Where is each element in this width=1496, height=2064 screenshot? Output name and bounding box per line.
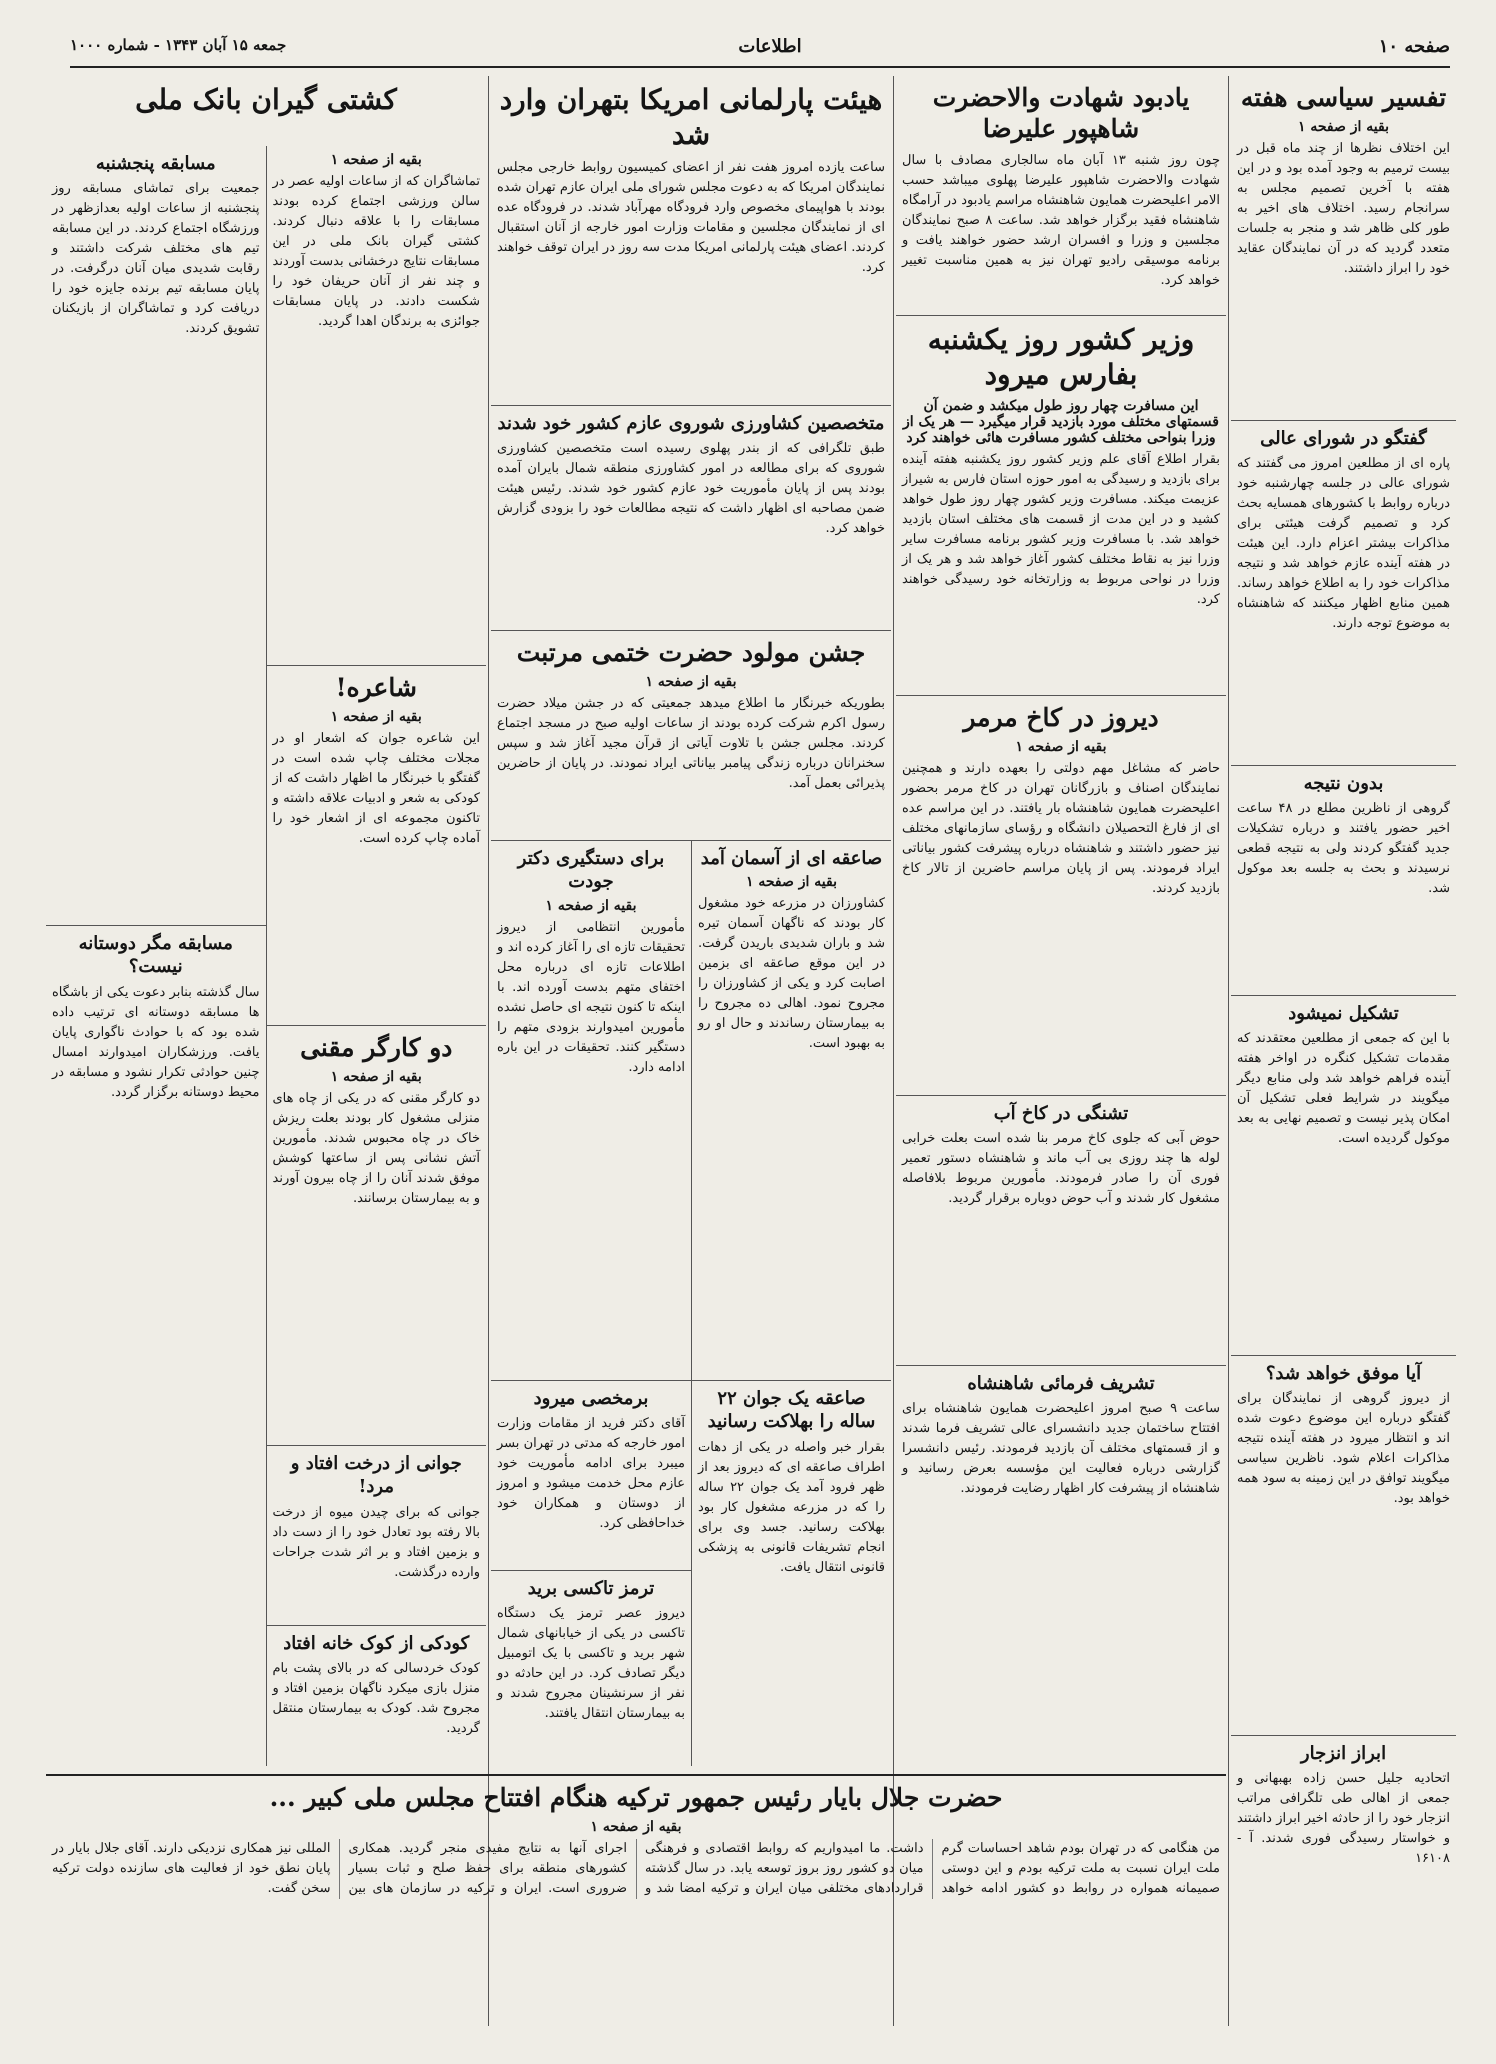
headline: حضرت جلال بایار رئیس جمهور ترکیه هنگام افتتاح مجلس ملی کبیر ...	[269, 1783, 1003, 1812]
article-taxi-brake	[491, 1571, 691, 1766]
article-body: گروهی از ناظرین مطلع در ۴۸ ساعت اخیر حضور یافتند و درباره تشکیلات جدید گفتگو کردند ولی به نتیجه قطعی نرسیدند و بحث به جلسه بعد موکول شد.	[1237, 801, 1450, 897]
page-number: صفحه ۱۰	[1378, 36, 1450, 57]
article-well-workers	[267, 1026, 487, 1446]
article-body: بقرار خبر واصله در یکی از دهات اطراف صاعقه ای که دیروز بعد از ظهر فرود آمد یک جوان ۲۲ ساله را که در مزرعه مشغول کار بود بهلاکت رسانید. جسد وی برای انجام تشریفات قانونی به پزشکی قانونی انتقال یافت.	[698, 1439, 885, 1575]
headline: برای دستگیری دکتر جودت	[517, 848, 665, 893]
headline: وزیر کشور روز یکشنبه بفارس میرود	[927, 323, 1195, 391]
headline: مسابقه مگر دوستانه نیست؟	[78, 933, 233, 978]
article-body: بقرار اطلاع آقای علم وزیر کشور روز یکشنبه هفته آینده برای بازدید و رسیدگی به امور حوزه استان فارس به شیراز عزیمت میکند. مسافرت وزیر کشور چهار روز طول خواهد کشید و در این مدت از قسمت های مختلف استان بازدید خواهد شد. با مسافرت وزیر کشور برنامه مسافرت سایر وزرا نیز به نقاط مختلف کشور آغاز خواهد شد و هر یک از وزرا در نواحی مربوط به وزارتخانه خود رسیدگی خواهند کرد.	[902, 452, 1220, 607]
continued-note: بقیه از صفحه ۱	[330, 709, 422, 726]
column-news-2	[491, 76, 891, 1766]
article-disgust	[1231, 1736, 1456, 2016]
headline: دیروز در کاخ مرمر	[963, 703, 1159, 732]
article-body: ساعت یازده امروز هفت نفر از اعضای کمیسیون روابط خارجی مجلس نمایندگان امریکا که به دعوت مجلس شورای ملی ایران عازم تهران شده بودند با هواپیمای مخصوص وارد فرودگاه مهرآباد شدند. در فرودگاه عده ای از نمایندگان مجلسین و مقامات وزارت امور خارجه از آنان استقبال کردند. اعضای هیئت پارلمانی امریکا مدت سه روز در ایران توقف خواهند کرد.	[496, 160, 885, 275]
article-celal-bayar	[46, 1774, 1226, 2028]
article-body: من هنگامی که در تهران بودم شاهد احساسات گرم ملت ایران نسبت به ملت ترکیه بودم و این دوستی صمیمانه همواره در روابط دو کشور ادامه خواهد داشت. ما امیدواریم که روابط اقتصادی و فرهنگی میان دو کشور روز بروز توسعه یابد. در سال گذشته قراردادهای مختلفی میان ایران و ترکیه امضا شد و اجرای آنها به نتایج مفیدی منجر گردید. همکاری کشورهای منطقه برای حفظ صلح و ثبات بسیار ضروری است. ایران و ترکیه در سازمان های بین المللی نیز همکاری نزدیکی دارند. آقای جلال بایار در پایان نطق خود از فعالیت های سازنده دولت ترکیه سخن گفت.	[52, 1841, 1220, 1897]
article-fell-from-tree	[267, 1446, 487, 1626]
headline: تشریف فرمائی شاهنشاه	[967, 1373, 1155, 1394]
article-body: پاره ای از مطلعین امروز می گفتند که شورای عالی در جلسه چهارشنبه خود درباره روابط با کشورهای همسایه بحث کرد و تصمیم گرفت هیئتی برای مذاکرات بیشتر اعزام دارد. این هیئت در هفته آینده عازم خواهد شد و نتیجه مذاکرات خود را به اطلاع خواهد رساند. همین منابع اظهار میکنند که شاهنشاه به موضوع توجه دارند.	[1237, 456, 1450, 632]
continued-note: بقیه از صفحه ۱	[590, 1819, 682, 1836]
article-celal-bayar-inner	[46, 1776, 1226, 2028]
continued-note: بقیه از صفحه ۱	[330, 152, 422, 168]
continued-note: بقیه از صفحه ۱	[745, 874, 838, 891]
headline: هیئت پارلمانی امریکا بتهران وارد شد	[499, 83, 883, 151]
article-body: دو کارگر مقنی که در یکی از چاه های منزلی مشغول کار بودند بعلت ریزش خاک در چاه محبوس شدند. مأمورین آتش نشانی پس از ساعتها کوشش موفق شدند آنان را از چاه بیرون آورند و به بیمارستان برسانند.	[272, 1091, 480, 1207]
headline: دو کارگر مقنی	[300, 1033, 453, 1062]
article-will-succeed	[1231, 1356, 1456, 1736]
split-row	[491, 1381, 891, 1766]
column-rule	[1228, 76, 1229, 2026]
article-body: ساعت ۹ صبح امروز اعلیحضرت همایون شاهنشاه برای افتتاح ساختمان جدید دانشسرای عالی تشریف فرما شدند و از قسمتهای مختلف آن بازدید فرمودند. رئیس دانشسرا گزارشی درباره فعالیت این مؤسسه بعرض رسانید و شاهنشاه از پیشرفت کار اظهار رضایت فرمودند.	[902, 1401, 1220, 1497]
article-soviet-experts	[491, 406, 891, 631]
column-rule	[893, 76, 894, 2026]
article-no-result	[1231, 766, 1456, 996]
sub-column-b	[46, 146, 266, 1766]
article-body: از دیروز گروهی از نمایندگان برای گفتگو درباره این موضوع دعوت شده اند و انتظار میرود در هفته آینده نتیجه مذاکرات اعلام شود. ناظرین سیاسی میگویند توافق در این زمینه به سود همه خواهد بود.	[1237, 1391, 1450, 1507]
page-header	[70, 32, 1450, 68]
split-row	[491, 841, 891, 1381]
headline: برمخصی میرود	[533, 1388, 649, 1409]
article-not-formed	[1231, 996, 1456, 1356]
article-body: اتحادیه جلیل حسن زاده بهبهانی و جمعی از اهالی طی تلگرافی مراتب انزجار خود را از حادثه اخیر ابراز داشتند و خواستار رسیدگی فوری شدند. آ - ۱۶۱۰۸	[1237, 1771, 1450, 1867]
article-lightning-sky	[691, 841, 891, 1381]
article-body: بطوریکه خبرنگار ما اطلاع میدهد جمعیتی که در جشن میلاد حضرت رسول اکرم شرکت کرده بودند از ساعات اولیه صبح در مسجد اجتماع کردند. مجلس جشن با تلاوت آیاتی از قرآن مجید آغاز شد و سپس سخنرانان درباره زندگی پیامبر بیاناتی ایراد نمودند. در پایان از حاضرین پذیرائی بعمل آمد.	[497, 696, 885, 792]
headline: کودکی از کوک خانه افتاد	[283, 1633, 470, 1654]
split-columns	[46, 146, 486, 1766]
article-us-delegation	[491, 76, 891, 406]
article-body: کشاورزان در مزرعه خود مشغول کار بودند که ناگهان آسمان تیره شد و باران شدیدی باریدن گرفت. در این موقع صاعقه ای بزمین اصابت کرد و یکی از کشاورزان را مجروح نمود. اهالی ده مجروح را به بیمارستان رساندند و حال او رو به بهبود است.	[698, 896, 885, 1052]
article-alireza-memorial	[896, 76, 1226, 316]
article-prophet-birthday	[491, 631, 891, 841]
column-sports	[46, 76, 486, 1766]
article-body: تماشاگران که از ساعات اولیه عصر در سالن ورزشی اجتماع کرده بودند مسابقات را با علاقه دنبال کردند. کشتی گیران بانک ملی در این مسابقات نتایج درخشانی بدست آوردند و چند نفر از آنان حریفان خود را شکست دادند. در پایان مسابقات جوائزی به برندگان اهدا گردید.	[272, 174, 480, 329]
column-news-1	[896, 76, 1226, 1766]
headline: تفسیر سیاسی هفته	[1240, 83, 1447, 112]
sub-column-a	[266, 146, 487, 1766]
article-body: جوانی که برای چیدن میوه از درخت بالا رفته بود تعادل خود را از دست داد و بزمین افتاد و بر اثر شدت جراحات وارده درگذشت.	[272, 1504, 480, 1580]
headline: بدون نتیجه	[1303, 773, 1384, 794]
article-body: آقای دکتر فرید از مقامات وزارت امور خارجه که مدتی در تهران بسر میبرد برای ادامه مأموریت خود عازم محل خدمت میشود و امروز از دوستان و همکاران خود خداحافظی کرد.	[497, 1416, 685, 1532]
column-rule	[488, 76, 489, 2026]
headline: ابراز انزجار	[1300, 1743, 1387, 1764]
headline: گفتگو در شورای عالی	[1260, 428, 1427, 449]
article-body: چون روز شنبه ۱۳ آبان ماه سالجاری مصادف با سال شهادت والاحضرت شاهپور علیرضا پهلوی میباشد حسب الامر اعلیحضرت همایون شاهنشاه مراسم یادبود در آرامگاه شاهنشاه فقید برگزار خواهد شد. ساعت ۸ صبح نمایندگان مجلسین و وزرا و افسران ارشد حضور خواهند یافت و برنامه موسیقی رادیو تهران نیز به همین مناسبت تغییر خواهد کرد.	[902, 152, 1220, 288]
article-thursday-match	[46, 146, 266, 926]
continued-note: بقیه از صفحه ۱	[1297, 119, 1390, 136]
article-friendly-match	[46, 926, 266, 1766]
headline: جشن مولود حضرت ختمی مرتبت	[516, 638, 866, 667]
article-body: با این که جمعی از مطلعین معتقدند که مقدمات تشکیل کنگره در اواخر هفته آینده فراهم خواهد شد ولی منابع دیگر میگویند در شرایط فعلی تشکیل آن امکان پذیر نیست و تصمیم نهایی به بعد موکول گردیده است.	[1237, 1031, 1450, 1147]
article-shah-visit	[896, 1366, 1226, 1756]
article-lightning-youth	[691, 1381, 891, 1766]
article-body: این شاعره جوان که اشعار او در مجلات مختلف چاپ شده است در گفتگو با خبرنگار ما اظهار داشت که از کودکی به شعر و ادبیات علاقه داشته و تاکنون مجموعه ای از اشعار خود را آماده چاپ کرده است.	[272, 731, 480, 847]
headline-bank-wrestlers	[46, 76, 486, 146]
article-body: حاضر که مشاغل مهم دولتی را بعهده دارند و همچنین نمایندگان اصناف و بازرگانان تهران در کاخ مرمر بحضور اعلیحضرت همایون شاهنشاه بار یافتند. در این مراسم عده ای از فارغ التحصیلان دانشگاه و رؤسای سازمانهای مختلف نیز حضور داشتند و شاهنشاه درباره پیشرفت کشور بیاناتی ایراد فرمودند. پس از پایان مراسم حاضرین از تالار کاخ بازدید کردند.	[902, 761, 1220, 897]
continued-note: بقیه از صفحه ۱	[545, 897, 637, 914]
headline: صاعقه ای از آسمان آمد	[700, 848, 883, 869]
article-body: دیروز عصر ترمز یک دستگاه تاکسی در یکی از خیابانهای شمال شهر برید و تاکسی با یک اتومبیل دیگر تصادف کرد. در این حادثه دو نفر از سرنشینان مجروح شدند و به بیمارستان انتقال یافتند.	[497, 1606, 685, 1722]
headline: متخصصین کشاورزی شوروی عازم کشور خود شدند	[497, 413, 885, 434]
article-body: مأمورین انتظامی از دیروز تحقیقات تازه ای را آغاز کرده اند و اطلاعات تازه ای درباره محل اختفای متهم بدست آورده اند. با اینکه تا کنون نتیجه ای حاصل نشده مأمورین امیدوارند بزودی متهم را دستگیر کنند. تحقیقات در این باره ادامه دارد.	[497, 919, 685, 1075]
article-political-review	[1231, 76, 1456, 421]
article-supreme-council	[1231, 421, 1456, 766]
continued-note: بقیه از صفحه ۱	[645, 674, 737, 691]
column-commentary	[1231, 76, 1456, 2026]
headline: آیا موفق خواهد شد؟	[1265, 1363, 1422, 1384]
article-body: کودک خردسالی که در بالای پشت بام منزل بازی میکرد ناگهان بزمین افتاد و مجروح شد. کودک به بیمارستان منتقل گردید.	[272, 1661, 480, 1737]
headline: جوانی از درخت افتاد و مرد!	[290, 1453, 462, 1498]
article-body: طبق تلگرافی که از بندر پهلوی رسیده است متخصصین کشاورزی شوروی که برای مطالعه در امور کشاورزی منطقه شمال بایران آمده بودند پس از پایان مأموریت خود عازم کشور خود شدند. رئیس هیئت ضمن مصاحبه ای اظهار داشت که نتیجه مطالعات خود را بزودی گزارش خواهد کرد.	[497, 441, 885, 537]
headline: کشتی گیران بانک ملی	[135, 83, 397, 116]
article-departure	[491, 1381, 691, 1571]
stacked-briefs	[491, 1381, 691, 1766]
article-marble-palace	[896, 696, 1226, 1096]
headline: ترمز تاکسی برید	[527, 1578, 655, 1599]
article-water-palace	[896, 1096, 1226, 1366]
article-interior-minister	[896, 316, 1226, 696]
article-poetess	[267, 666, 487, 1026]
headline: تشنگی در کاخ آب	[993, 1103, 1129, 1124]
continued-note: بقیه از صفحه ۱	[330, 1069, 422, 1086]
article-body: حوض آبی که جلوی کاخ مرمر بنا شده است بعلت خرابی لوله ها چند روزی بی آب ماند و شاهنشاه دستور تعمیر فوری آن را صادر فرمودند. مأمورین مربوط بلافاصله مشغول کار شدند و آب حوض دوباره برقرار گردید.	[902, 1131, 1220, 1207]
article-dr-jodat	[491, 841, 691, 1381]
newspaper-name: اطلاعات	[738, 36, 802, 57]
headline: صاعقه یک جوان ۲۲ ساله را بهلاکت رسانید	[707, 1388, 876, 1433]
headline: تشکیل نمیشود	[1288, 1003, 1399, 1024]
headline: شاعره!	[335, 673, 417, 702]
article-body: این اختلاف نظرها از چند ماه قبل در بیست ترمیم به وجود آمده بود و در این هفته با آخرین تصمیم مجلس به سرانجام رسید. اختلاف های اخیر به طور کلی ظاهر شد و منجر به جلسات متعدد گردید که در آن نمایندگان عقاید خود را ابراز داشتند.	[1237, 141, 1450, 277]
headline: یادبود شهادت والاحضرت شاهپور علیرضا	[932, 83, 1190, 144]
article-wrestling	[267, 146, 487, 666]
headline: مسابقه پنجشنبه	[95, 153, 216, 174]
subheadline: این مسافرت چهار روز طول میکشد و ضمن آن قسمتهای مختلف مورد بازدید قرار میگیرد — هر یک از وزرا بنواحی مختلف کشور مسافرت هائی خواهند کرد	[903, 398, 1219, 446]
article-body: جمعیت برای تماشای مسابقه روز پنجشنبه از ساعات اولیه بعدازظهر در ورزشگاه اجتماع کردند. در این مسابقه تیم های مختلف شرکت داشتند و رقابت شدیدی میان آنان درگرفت. در پایان مسابقه تیم برنده جایزه خود را دریافت کرد و تماشاگران از بازیکنان تشویق کردند.	[52, 181, 260, 337]
article-body: سال گذشته بنابر دعوت یکی از باشگاه ها مسابقه دوستانه ای ترتیب داده شده بود که با حوادث ناگواری پایان یافت. ورزشکاران امیدوارند امسال چنین حوادثی تکرار نشود و مسابقه در محیط دوستانه برگزار گردد.	[52, 984, 260, 1100]
issue-date: جمعه ۱۵ آبان ۱۳۴۳ - شماره ۱۰۰۰	[70, 36, 287, 54]
continued-note: بقیه از صفحه ۱	[1015, 739, 1107, 756]
article-child-fell	[267, 1626, 487, 1766]
